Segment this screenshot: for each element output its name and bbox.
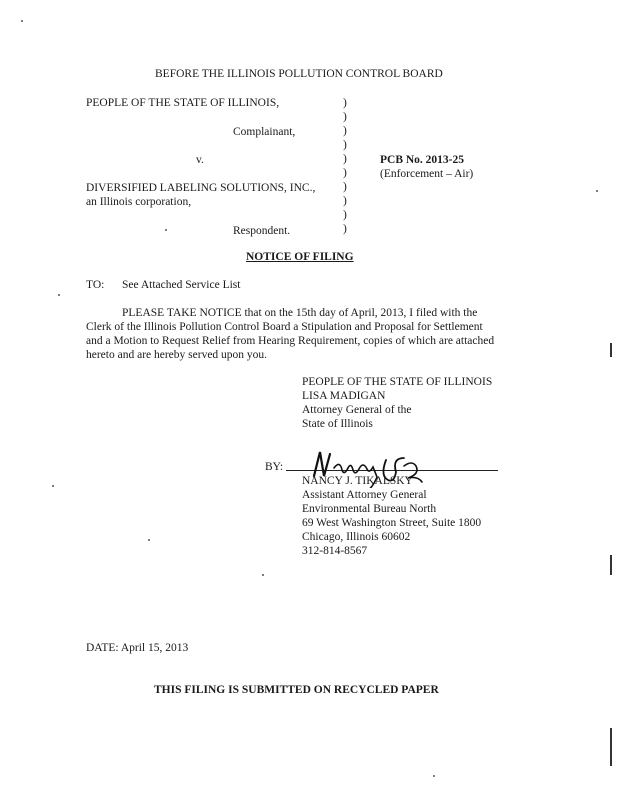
scan-speck — [165, 229, 167, 231]
sig-ag-title: State of Illinois — [302, 418, 373, 430]
phone-number: 312-814-8567 — [302, 545, 368, 557]
caption-paren: ) — [343, 97, 347, 109]
signer-name: NANCY J. TIKALSKY — [302, 475, 413, 487]
scan-speck — [58, 294, 60, 296]
signer-bureau: Environmental Bureau North — [302, 503, 437, 515]
signer-title: Assistant Attorney General — [302, 489, 427, 501]
scan-speck — [433, 775, 435, 777]
body-line: PLEASE TAKE NOTICE that on the 15th day of April, 2013, I filed with the — [122, 307, 478, 319]
respondent-role: Respondent. — [233, 225, 291, 237]
scan-speck — [596, 190, 598, 192]
respondent-description: an Illinois corporation, — [86, 196, 192, 208]
respondent-name: DIVERSIFIED LABELING SOLUTIONS, INC., — [86, 182, 316, 194]
caption-paren: ) — [343, 223, 347, 235]
complainant-role: Complainant, — [233, 126, 296, 138]
caption-paren: ) — [343, 167, 347, 179]
body-line: and a Motion to Request Relief from Hearing Requirement, copies of which are attached — [86, 335, 495, 347]
scan-artifact — [610, 728, 612, 766]
versus-label: v. — [196, 154, 204, 166]
to-label: TO: — [86, 279, 105, 291]
body-line: Clerk of the Illinois Pollution Control Board a Stipulation and Proposal for Settlement — [86, 321, 483, 333]
sig-ag-name: LISA MADIGAN — [302, 390, 386, 402]
caption-paren: ) — [343, 153, 347, 165]
scan-speck — [52, 485, 54, 487]
caption-paren: ) — [343, 195, 347, 207]
notice-title: NOTICE OF FILING — [246, 251, 354, 263]
scan-artifact — [610, 343, 612, 357]
caption-paren: ) — [343, 209, 347, 221]
caption-paren: ) — [343, 125, 347, 137]
case-number: PCB No. 2013-25 — [380, 154, 465, 166]
scan-speck — [262, 574, 264, 576]
to-value: See Attached Service List — [122, 279, 241, 291]
scan-speck — [148, 539, 150, 541]
recycled-paper-notice: THIS FILING IS SUBMITTED ON RECYCLED PAPER — [154, 684, 439, 696]
case-type: (Enforcement – Air) — [380, 168, 474, 180]
address-line: 69 West Washington Street, Suite 1800 — [302, 517, 482, 529]
caption-paren: ) — [343, 181, 347, 193]
complainant-name: PEOPLE OF THE STATE OF ILLINOIS, — [86, 97, 280, 109]
scan-speck — [21, 20, 23, 22]
court-header: BEFORE THE ILLINOIS POLLUTION CONTROL BOARD — [155, 68, 443, 80]
sig-ag-title: Attorney General of the — [302, 404, 412, 416]
caption-paren: ) — [343, 139, 347, 151]
address-line: Chicago, Illinois 60602 — [302, 531, 411, 543]
caption-paren: ) — [343, 111, 347, 123]
sig-party: PEOPLE OF THE STATE OF ILLINOIS — [302, 376, 493, 388]
body-line: hereto and are hereby served upon you. — [86, 349, 268, 361]
date-line: DATE: April 15, 2013 — [86, 642, 189, 654]
scan-artifact — [610, 555, 612, 575]
by-label: BY: — [265, 461, 284, 473]
